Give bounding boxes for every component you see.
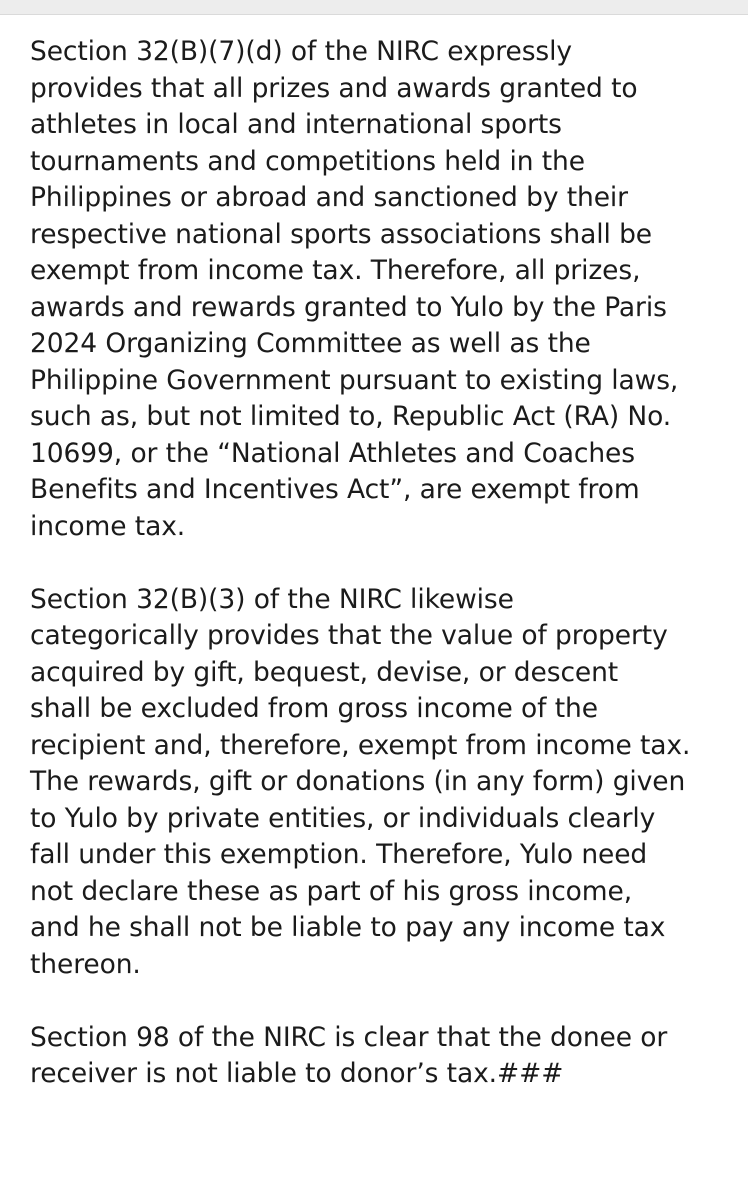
text-line: and he shall not be liable to pay any income tax (30, 912, 666, 943)
text-line: thereon. (30, 948, 141, 980)
text-line: provides that all prizes and awards granted to (30, 72, 638, 104)
top-bar (0, 0, 748, 15)
text-line: Benefits and Incentives Act”, are exempt from (30, 474, 640, 505)
text-line: 2024 Organizing Committee as well as the (30, 328, 591, 359)
text-line: such as, but not limited to, Republic Act (RA) No. (30, 401, 672, 432)
text-line: Section 98 of the NIRC is clear that the donee or (30, 1021, 668, 1053)
document-body (30, 34, 730, 1129)
text-line: Section 32(B)(7)(d) of the NIRC expressly (30, 36, 572, 67)
text-line: 10699, or the “National Athletes and Coaches (30, 437, 635, 469)
text-line: not declare these as part of his gross income, (30, 875, 633, 907)
paragraph-section-98 (30, 1020, 730, 1093)
text-line: exempt from income tax. Therefore, all prizes, (30, 255, 641, 286)
text-line: The rewards, gift or donations (in any form) given (30, 766, 686, 797)
text-line: categorically provides that the value of property (30, 620, 668, 651)
text-line: Philippines or abroad and sanctioned by their (30, 182, 628, 213)
text-line: receiver is not liable to donor’s tax.### (30, 1058, 564, 1089)
text-line: athletes in local and international sports (30, 109, 562, 140)
text-line: tournaments and competitions held in the (30, 145, 585, 177)
text-line: shall be excluded from gross income of the (30, 693, 598, 724)
text-line: Philippine Government pursuant to existing laws, (30, 364, 679, 396)
text-line: respective national sports associations shall be (30, 218, 653, 250)
text-line: awards and rewards granted to Yulo by the Paris (30, 291, 667, 323)
text-line: to Yulo by private entities, or individuals clearly (30, 802, 656, 834)
text-line: Section 32(B)(3) of the NIRC likewise (30, 583, 514, 615)
text-line: income tax. (30, 510, 186, 542)
text-line: fall under this exemption. Therefore, Yulo need (30, 839, 648, 870)
paragraph-section-32b3 (30, 582, 730, 984)
text-line: acquired by gift, bequest, devise, or descent (30, 656, 619, 688)
text-line: recipient and, therefore, exempt from income tax. (30, 729, 691, 761)
paragraph-section-32b7d (30, 34, 730, 545)
